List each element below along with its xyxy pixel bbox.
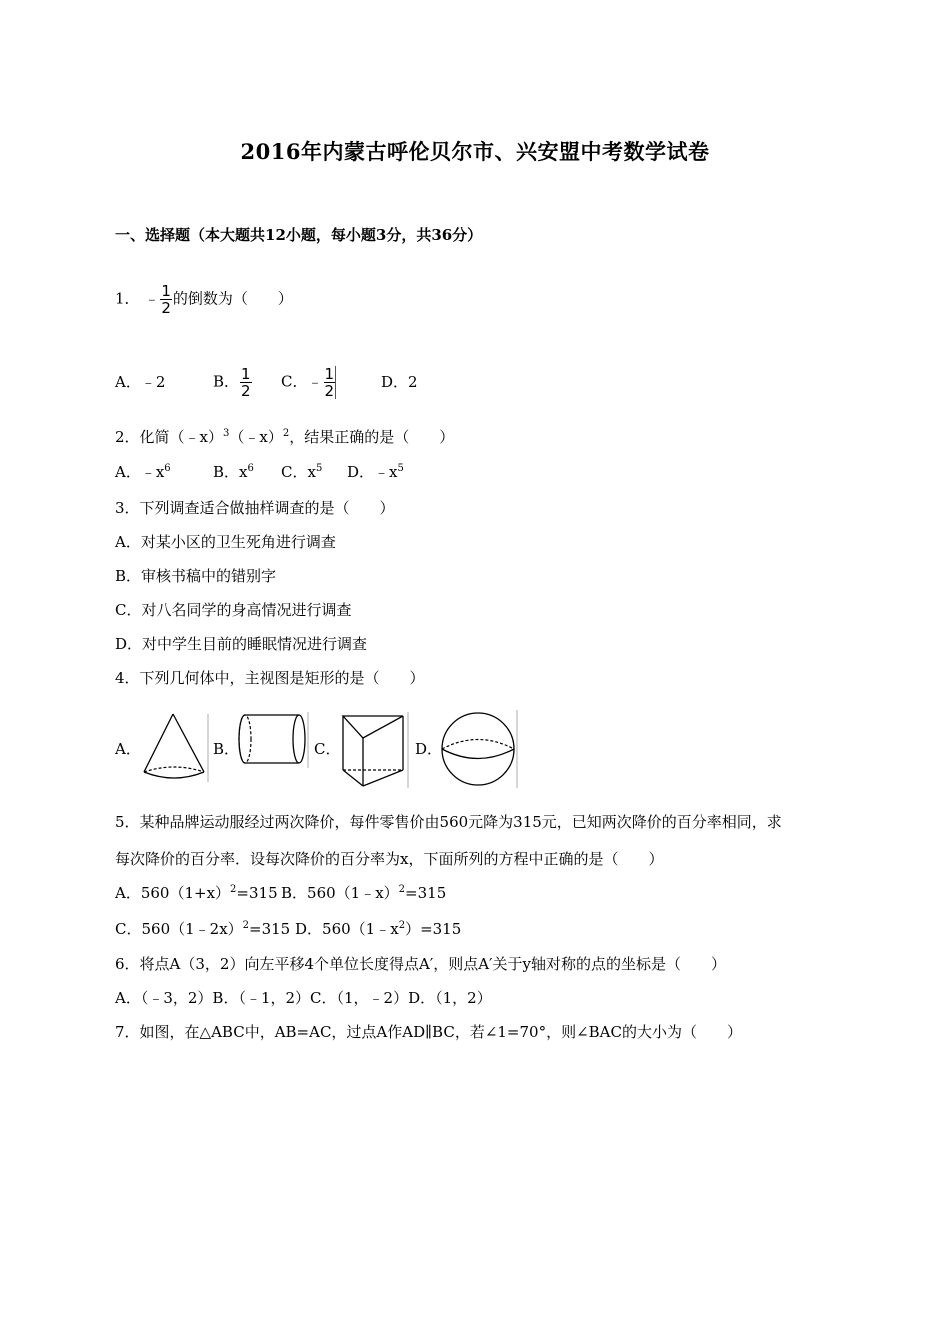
q1-option-a: A．﹣2 [115,372,166,391]
q1-minus: ﹣ [144,289,160,308]
question-6: 6．将点A（3，2）向左平移4个单位长度得点A′，则点A′关于y轴对称的点的坐标是（ ） [115,955,726,973]
q4-option-a-label: A． [115,740,141,758]
q5-options-cd [115,918,461,939]
q2-options [115,461,404,482]
q1-c-fraction: $\frac{1}{2}$ [324,365,335,400]
question-3: 3．下列调查适合做抽样调查的是（ ） [115,499,395,517]
sphere-figure [438,710,520,790]
q2-option-c: C．$x^5$ [281,463,323,481]
cone-figure [138,712,210,784]
question-4: 4．下列几何体中，主视图是矩形的是（ ） [115,669,425,687]
q1-fraction: $\frac{1}{2}$ [161,282,171,317]
q2-option-d: D．$﹣x^5$ [347,463,404,481]
q5-option-b: B．560（1﹣x）$^2$=315 [281,884,447,902]
q1-option-b: B． $\frac{1}{2}$ [213,365,251,400]
q1-options [115,366,418,399]
q1-option-c: C．﹣ $\frac{1}{2}$ [281,365,335,400]
question-5-line-1: 5．某种品牌运动服经过两次降价，每件零售价由560元降为315元，已知两次降价的百分率相同，求 [115,813,782,831]
q1-stem: 的倒数为（ ） [172,289,293,308]
q3-option-c: C．对八名同学的身高情况进行调查 [115,601,352,619]
question-7: 7．如图，在△ABC中，AB=AC，过点A作AD∥BC，若∠1=70°，则∠BAC的大小为（ ） [115,1023,742,1041]
section-heading-choice: 一、选择题（本大题共12小题，每小题3分，共36分） [115,226,483,244]
triangular-prism-figure [337,712,411,790]
q4-option-c-label: C． [314,740,341,758]
question-2: 2．化简（﹣x）$^3$（﹣x）$^2$，结果正确的是（ ） [115,428,455,446]
q5-option-d: D．$560(1﹣x^2)=315$ [295,920,462,938]
q3-option-d: D．对中学生目前的睡眠情况进行调查 [115,635,368,653]
q5-option-a: A．$560(1+x)^2=315$ [115,884,278,902]
q5-option-c: C．560（1﹣2x）$^2$=315 [115,920,291,938]
q6-options: A．（﹣3，2）B．（﹣1，2）C．（1，﹣2）D．（1，2） [115,989,492,1007]
q4-option-d-label: D． [415,740,443,758]
q2-option-b: B．$x^6$ [213,463,254,481]
page-title: 2016年内蒙古呼伦贝尔市、兴安盟中考数学试卷 [240,139,710,164]
q3-option-b: B．审核书稿中的错别字 [115,567,277,585]
q2-option-a: A．$﹣x^6$ [115,463,171,481]
q3-option-a: A．对某小区的卫生死角进行调查 [115,533,336,551]
question-1 [115,283,293,316]
q1-b-fraction: $\frac{1}{2}$ [241,365,251,400]
q1-option-d: D．2 [381,372,418,391]
question-5-line-2: 每次降价的百分率．设每次降价的百分率为x，下面所列的方程中正确的是（ ） [115,850,664,868]
q4-option-b-label: B． [213,740,240,758]
q1-number: 1． [115,289,140,308]
cylinder-figure [236,712,310,770]
q5-options-ab [115,882,446,903]
